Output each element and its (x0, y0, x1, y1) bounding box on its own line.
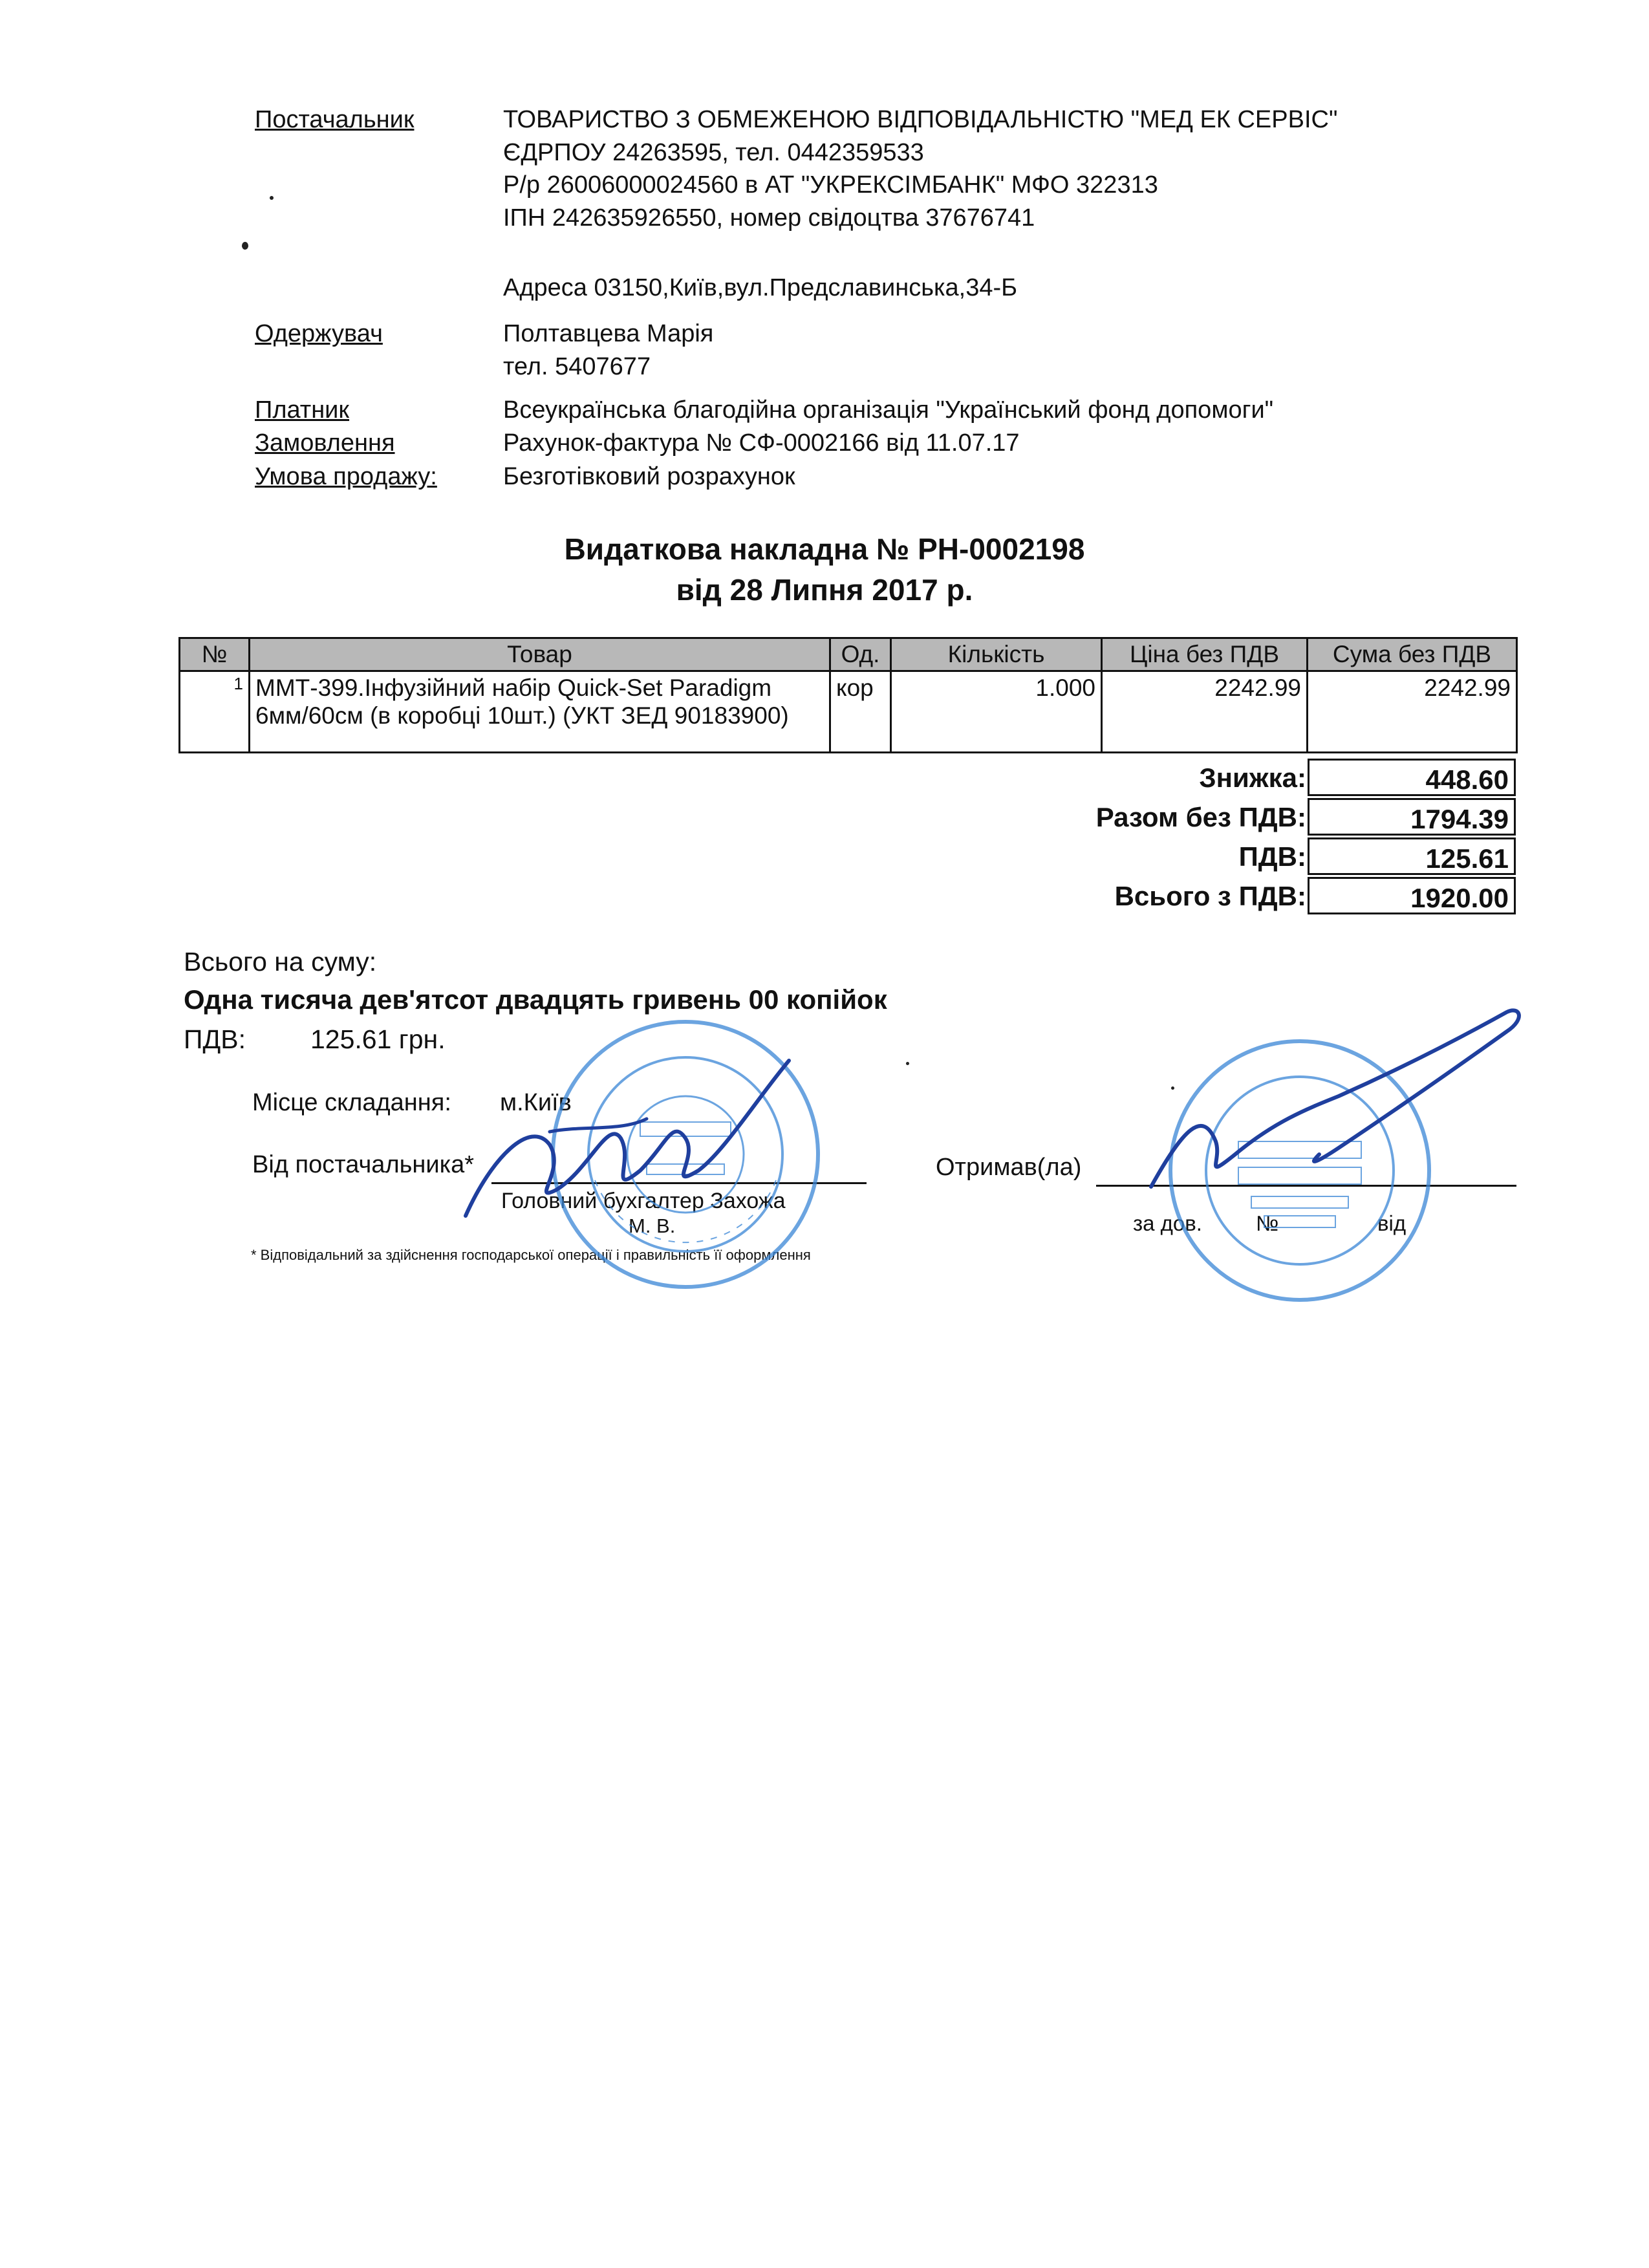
recipient-name: Полтавцева Марія (503, 320, 714, 347)
item-quantity: 1.000 (891, 671, 1102, 753)
terms-value: Безготівковий розрахунок (503, 463, 795, 490)
net-value: 1794.39 (1308, 798, 1516, 836)
order-value: Рахунок-фактура № СФ-0002166 від 11.07.17 (503, 429, 1020, 457)
item-name: ММТ-399.Інфузійний набір Quick-Set Paradigm 6мм/60см (в коробці 10шт.) (УКТ ЗЕД 90183900) (250, 671, 830, 753)
payer-label: Платник (255, 396, 350, 424)
terms-label: Умова продажу: (255, 463, 437, 490)
column-header: Кількість (891, 638, 1102, 671)
supplier-tax-id: ІПН 242635926550, номер свідоцтва 37676741 (503, 204, 1035, 232)
supplier-signature (453, 1041, 815, 1235)
amount-vat-label: ПДВ: (184, 1024, 246, 1054)
gross-value: 1920.00 (1308, 877, 1516, 914)
item-unit: кор (830, 671, 891, 753)
column-header: № (180, 638, 250, 671)
recipient-label: Одержувач (255, 320, 383, 347)
document-date: від 28 Липня 2017 р. (676, 573, 973, 607)
supplier-label: Постачальник (255, 106, 415, 133)
totals-net-row (776, 798, 1516, 836)
totals-gross-row (776, 877, 1516, 914)
row-number: 1 (180, 671, 250, 753)
totals-vat-row (776, 837, 1516, 875)
amount-in-words: Одна тисяча дев'ятсот двадцять гривень 00 копійок (184, 984, 887, 1015)
column-header: Товар (250, 638, 830, 671)
scan-speck (906, 1062, 909, 1065)
discount-label: Знижка: (1199, 762, 1306, 793)
item-sum: 2242.99 (1308, 671, 1517, 753)
from-supplier-label: Від постачальника* (252, 1151, 475, 1178)
responsibility-note: * Відповідальний за здійснення господарської операції і правильність її оформлення (251, 1247, 811, 1263)
net-label: Разом без ПДВ: (1095, 802, 1306, 832)
scan-speck (270, 196, 274, 200)
item-price: 2242.99 (1102, 671, 1308, 753)
gross-label: Всього з ПДВ: (1114, 881, 1306, 911)
discount-value: 448.60 (1308, 759, 1516, 796)
table-header-row (180, 638, 1517, 671)
proxy-number-label: № (1256, 1211, 1279, 1235)
column-header: Ціна без ПДВ (1102, 638, 1308, 671)
payer-value: Всеукраїнська благодійна організація "Український фонд допомоги" (503, 396, 1274, 424)
table-row (180, 671, 1517, 753)
vat-value: 125.61 (1308, 837, 1516, 875)
document-title: Видаткова накладна № РН-0002198 (564, 532, 1085, 566)
scan-speck (242, 242, 248, 250)
seal-mark: М. В. (629, 1215, 676, 1237)
goods-table (178, 637, 1518, 753)
place-label: Місце складання: (252, 1089, 451, 1116)
vat-label: ПДВ: (1238, 841, 1306, 872)
received-label: Отримав(ла) (936, 1154, 1082, 1181)
recipient-signature (1125, 999, 1539, 1213)
supplier-edrpou: ЄДРПОУ 24263595, тел. 0442359533 (503, 139, 924, 166)
place-value: м.Київ (500, 1089, 572, 1116)
order-label: Замовлення (255, 429, 395, 457)
proxy-label: за дов. (1133, 1211, 1202, 1235)
column-header: Сума без ПДВ (1308, 638, 1517, 671)
column-header: Од. (830, 638, 891, 671)
totals-discount-row (776, 759, 1516, 796)
recipient-phone: тел. 5407677 (503, 353, 651, 380)
supplier-name: ТОВАРИСТВО З ОБМЕЖЕНОЮ ВІДПОВІДАЛЬНІСТЮ "МЕД ЕК СЕРВІС" (503, 106, 1338, 133)
amount-label: Всього на суму: (184, 947, 377, 977)
accountant-name: Головний бухгалтер Захожа (501, 1189, 786, 1213)
supplier-bank-account: Р/р 26006000024560 в АТ "УКРЕКСІМБАНК" МФО 322313 (503, 171, 1158, 199)
supplier-address: Адреса 03150,Київ,вул.Предславинська,34-Б (503, 274, 1018, 301)
proxy-date-label: від (1377, 1211, 1406, 1235)
amount-vat-value: 125.61 грн. (310, 1024, 446, 1054)
